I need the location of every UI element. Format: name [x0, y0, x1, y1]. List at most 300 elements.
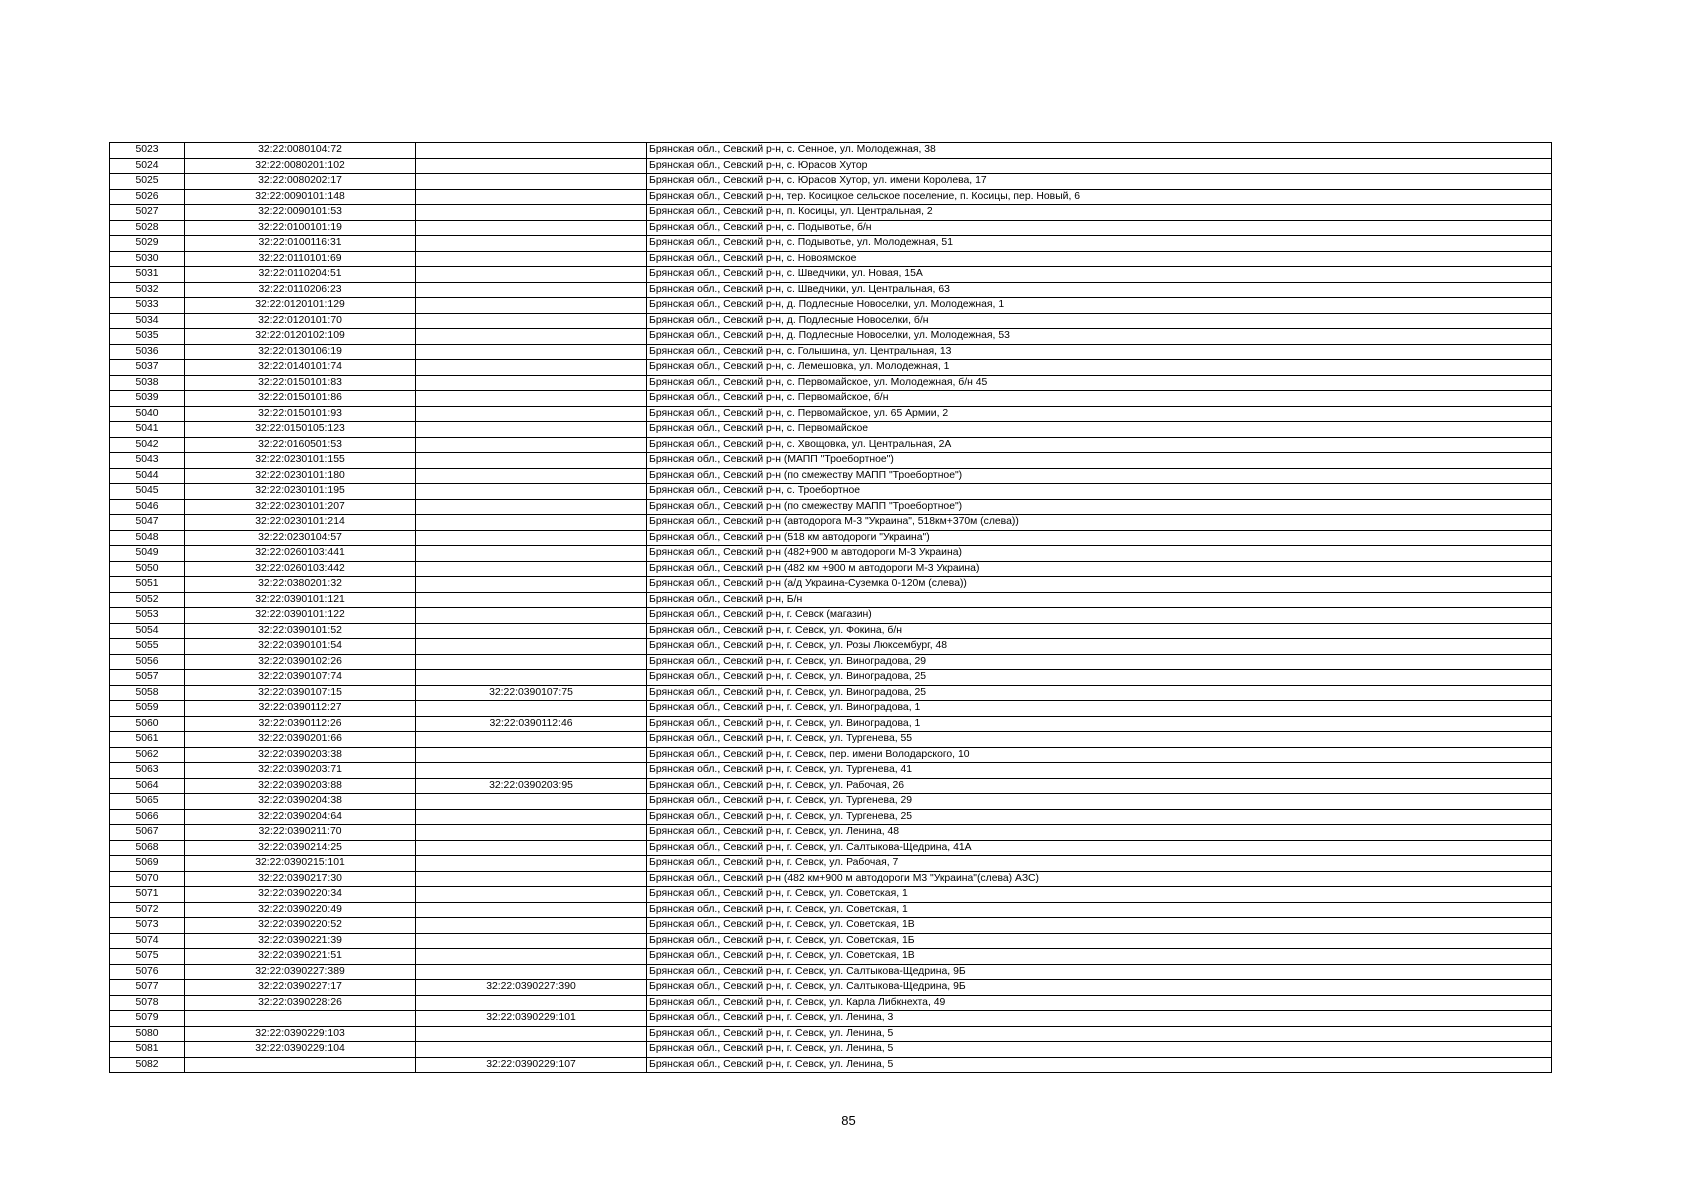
- address-cell: Брянская обл., Севский р-н, с. Шведчики, ул. Новая, 15А: [647, 267, 1552, 283]
- row-number-cell: 5024: [110, 158, 185, 174]
- linked-cadastral-number-cell: [416, 236, 647, 252]
- table-row: [110, 639, 1552, 655]
- linked-cadastral-number-cell: [416, 360, 647, 376]
- table-row: [110, 484, 1552, 500]
- linked-cadastral-number-cell: [416, 406, 647, 422]
- address-cell: Брянская обл., Севский р-н, д. Подлесные Новоселки, ул. Молодежная, 1: [647, 298, 1552, 314]
- row-number-cell: 5058: [110, 685, 185, 701]
- row-number-cell: 5068: [110, 840, 185, 856]
- linked-cadastral-number-cell: [416, 499, 647, 515]
- cadastral-number-cell: 32:22:0390220:52: [185, 918, 416, 934]
- row-number-cell: 5040: [110, 406, 185, 422]
- table-row: [110, 468, 1552, 484]
- row-number-cell: 5082: [110, 1057, 185, 1073]
- linked-cadastral-number-cell: [416, 639, 647, 655]
- cadastral-number-cell: 32:22:0390215:101: [185, 856, 416, 872]
- cadastral-number-cell: 32:22:0390204:38: [185, 794, 416, 810]
- address-cell: Брянская обл., Севский р-н (по смежеству МАПП "Троебортное"): [647, 468, 1552, 484]
- cadastral-number-cell: 32:22:0390221:51: [185, 949, 416, 965]
- linked-cadastral-number-cell: [416, 546, 647, 562]
- cadastral-number-cell: 32:22:0120101:70: [185, 313, 416, 329]
- table-row: [110, 809, 1552, 825]
- table-row: [110, 158, 1552, 174]
- linked-cadastral-number-cell: [416, 515, 647, 531]
- cadastral-number-cell: 32:22:0390204:64: [185, 809, 416, 825]
- cadastral-number-cell: 32:22:0390220:34: [185, 887, 416, 903]
- linked-cadastral-number-cell: [416, 732, 647, 748]
- address-cell: Брянская обл., Севский р-н, г. Севск, ул. Виноградова, 1: [647, 701, 1552, 717]
- table-row: [110, 515, 1552, 531]
- linked-cadastral-number-cell: [416, 205, 647, 221]
- table-row: [110, 778, 1552, 794]
- table-row: [110, 949, 1552, 965]
- row-number-cell: 5075: [110, 949, 185, 965]
- row-number-cell: 5046: [110, 499, 185, 515]
- address-cell: Брянская обл., Севский р-н, г. Севск, ул. Виноградова, 1: [647, 716, 1552, 732]
- address-cell: Брянская обл., Севский р-н, г. Севск, ул. Ленина, 3: [647, 1011, 1552, 1027]
- cadastral-number-cell: 32:22:0390112:26: [185, 716, 416, 732]
- linked-cadastral-number-cell: 32:22:0390203:95: [416, 778, 647, 794]
- address-cell: Брянская обл., Севский р-н, г. Севск, ул. Советская, 1Б: [647, 933, 1552, 949]
- address-cell: Брянская обл., Севский р-н (по смежеству МАПП "Троебортное"): [647, 499, 1552, 515]
- linked-cadastral-number-cell: [416, 267, 647, 283]
- linked-cadastral-number-cell: [416, 794, 647, 810]
- table-row: [110, 143, 1552, 159]
- linked-cadastral-number-cell: [416, 623, 647, 639]
- table-row: [110, 1026, 1552, 1042]
- address-cell: Брянская обл., Севский р-н, г. Севск, ул. Тургенева, 55: [647, 732, 1552, 748]
- address-cell: Брянская обл., Севский р-н, г. Севск, ул. Тургенева, 41: [647, 763, 1552, 779]
- address-cell: Брянская обл., Севский р-н, д. Подлесные Новоселки, ул. Молодежная, 53: [647, 329, 1552, 345]
- cadastral-number-cell: 32:22:0390203:88: [185, 778, 416, 794]
- table-row: [110, 205, 1552, 221]
- row-number-cell: 5062: [110, 747, 185, 763]
- cadastral-number-cell: 32:22:0080202:17: [185, 174, 416, 190]
- linked-cadastral-number-cell: [416, 143, 647, 159]
- cadastral-number-cell: [185, 1057, 416, 1073]
- address-cell: Брянская обл., Севский р-н, г. Севск, ул. Ленина, 48: [647, 825, 1552, 841]
- table-row: [110, 887, 1552, 903]
- row-number-cell: 5029: [110, 236, 185, 252]
- cadastral-number-cell: 32:22:0230101:207: [185, 499, 416, 515]
- address-cell: Брянская обл., Севский р-н, г. Севск, ул. Рабочая, 26: [647, 778, 1552, 794]
- linked-cadastral-number-cell: [416, 1026, 647, 1042]
- linked-cadastral-number-cell: [416, 825, 647, 841]
- address-cell: Брянская обл., Севский р-н, г. Севск (магазин): [647, 608, 1552, 624]
- cadastral-number-cell: 32:22:0390227:17: [185, 980, 416, 996]
- cadastral-number-cell: 32:22:0160501:53: [185, 437, 416, 453]
- table-row: [110, 375, 1552, 391]
- linked-cadastral-number-cell: [416, 577, 647, 593]
- table-row: [110, 856, 1552, 872]
- linked-cadastral-number-cell: [416, 840, 647, 856]
- linked-cadastral-number-cell: [416, 747, 647, 763]
- table-row: [110, 592, 1552, 608]
- table-row: [110, 794, 1552, 810]
- table-row: [110, 344, 1552, 360]
- row-number-cell: 5045: [110, 484, 185, 500]
- linked-cadastral-number-cell: [416, 918, 647, 934]
- linked-cadastral-number-cell: [416, 530, 647, 546]
- row-number-cell: 5031: [110, 267, 185, 283]
- address-cell: Брянская обл., Севский р-н, с. Хвощовка, ул. Центральная, 2А: [647, 437, 1552, 453]
- table-row: [110, 701, 1552, 717]
- row-number-cell: 5057: [110, 670, 185, 686]
- table-row: [110, 546, 1552, 562]
- row-number-cell: 5065: [110, 794, 185, 810]
- address-cell: Брянская обл., Севский р-н, г. Севск, пер. имени Володарского, 10: [647, 747, 1552, 763]
- cadastral-number-cell: 32:22:0230101:180: [185, 468, 416, 484]
- cadastral-number-cell: 32:22:0390221:39: [185, 933, 416, 949]
- address-cell: Брянская обл., Севский р-н (482 км+900 м автодороги М3 "Украина"(слева) АЗС): [647, 871, 1552, 887]
- cadastral-number-cell: 32:22:0390214:25: [185, 840, 416, 856]
- address-cell: Брянская обл., Севский р-н, г. Севск, ул. Советская, 1В: [647, 918, 1552, 934]
- row-number-cell: 5050: [110, 561, 185, 577]
- table-row: [110, 825, 1552, 841]
- cadastral-number-cell: 32:22:0150101:83: [185, 375, 416, 391]
- row-number-cell: 5078: [110, 995, 185, 1011]
- address-cell: Брянская обл., Севский р-н, с. Подывотье, б/н: [647, 220, 1552, 236]
- row-number-cell: 5037: [110, 360, 185, 376]
- table-row: [110, 840, 1552, 856]
- linked-cadastral-number-cell: [416, 189, 647, 205]
- cadastral-number-cell: 32:22:0100116:31: [185, 236, 416, 252]
- table-row: [110, 763, 1552, 779]
- cadastral-number-cell: 32:22:0390201:66: [185, 732, 416, 748]
- row-number-cell: 5038: [110, 375, 185, 391]
- table-row: [110, 933, 1552, 949]
- table-row: [110, 406, 1552, 422]
- linked-cadastral-number-cell: [416, 375, 647, 391]
- cadastral-number-cell: 32:22:0390203:38: [185, 747, 416, 763]
- linked-cadastral-number-cell: [416, 670, 647, 686]
- linked-cadastral-number-cell: [416, 763, 647, 779]
- registry-table: [109, 142, 1552, 1073]
- linked-cadastral-number-cell: [416, 964, 647, 980]
- row-number-cell: 5051: [110, 577, 185, 593]
- cadastral-number-cell: 32:22:0230101:195: [185, 484, 416, 500]
- row-number-cell: 5042: [110, 437, 185, 453]
- cadastral-number-cell: 32:22:0260103:442: [185, 561, 416, 577]
- row-number-cell: 5049: [110, 546, 185, 562]
- cadastral-number-cell: 32:22:0120101:129: [185, 298, 416, 314]
- table-row: [110, 561, 1552, 577]
- row-number-cell: 5053: [110, 608, 185, 624]
- table-row: [110, 918, 1552, 934]
- table-row: [110, 313, 1552, 329]
- table-row: [110, 1042, 1552, 1058]
- linked-cadastral-number-cell: [416, 158, 647, 174]
- linked-cadastral-number-cell: [416, 453, 647, 469]
- address-cell: Брянская обл., Севский р-н, с. Юрасов Хутор, ул. имени Королева, 17: [647, 174, 1552, 190]
- address-cell: Брянская обл., Севский р-н, с. Лемешовка, ул. Молодежная, 1: [647, 360, 1552, 376]
- cadastral-number-cell: 32:22:0390101:121: [185, 592, 416, 608]
- address-cell: Брянская обл., Севский р-н (518 км автодороги "Украина"): [647, 530, 1552, 546]
- table-row: [110, 360, 1552, 376]
- address-cell: Брянская обл., Севский р-н, г. Севск, ул. Ленина, 5: [647, 1026, 1552, 1042]
- table-row: [110, 871, 1552, 887]
- row-number-cell: 5076: [110, 964, 185, 980]
- cadastral-number-cell: 32:22:0110206:23: [185, 282, 416, 298]
- linked-cadastral-number-cell: [416, 933, 647, 949]
- linked-cadastral-number-cell: [416, 995, 647, 1011]
- cadastral-number-cell: 32:22:0110101:69: [185, 251, 416, 267]
- table-row: [110, 902, 1552, 918]
- address-cell: Брянская обл., Севский р-н, с. Первомайское, ул. 65 Армии, 2: [647, 406, 1552, 422]
- page-number: 85: [841, 1113, 856, 1128]
- table-row: [110, 747, 1552, 763]
- linked-cadastral-number-cell: 32:22:0390229:107: [416, 1057, 647, 1073]
- address-cell: Брянская обл., Севский р-н (482+900 м автодороги М-3 Украина): [647, 546, 1552, 562]
- address-cell: Брянская обл., Севский р-н, г. Севск, ул. Фокина, б/н: [647, 623, 1552, 639]
- cadastral-number-cell: 32:22:0150101:93: [185, 406, 416, 422]
- table-row: [110, 608, 1552, 624]
- table-row: [110, 685, 1552, 701]
- table-row: [110, 220, 1552, 236]
- linked-cadastral-number-cell: 32:22:0390229:101: [416, 1011, 647, 1027]
- address-cell: Брянская обл., Севский р-н, г. Севск, ул. Тургенева, 25: [647, 809, 1552, 825]
- row-number-cell: 5030: [110, 251, 185, 267]
- linked-cadastral-number-cell: [416, 344, 647, 360]
- row-number-cell: 5034: [110, 313, 185, 329]
- cadastral-number-cell: 32:22:0120102:109: [185, 329, 416, 345]
- address-cell: Брянская обл., Севский р-н, с. Юрасов Хутор: [647, 158, 1552, 174]
- row-number-cell: 5056: [110, 654, 185, 670]
- linked-cadastral-number-cell: [416, 298, 647, 314]
- row-number-cell: 5023: [110, 143, 185, 159]
- address-cell: Брянская обл., Севский р-н, с. Сенное, ул. Молодежная, 38: [647, 143, 1552, 159]
- linked-cadastral-number-cell: [416, 856, 647, 872]
- cadastral-number-cell: 32:22:0130106:19: [185, 344, 416, 360]
- row-number-cell: 5061: [110, 732, 185, 748]
- cadastral-number-cell: 32:22:0140101:74: [185, 360, 416, 376]
- cadastral-number-cell: 32:22:0390112:27: [185, 701, 416, 717]
- cadastral-number-cell: 32:22:0390217:30: [185, 871, 416, 887]
- linked-cadastral-number-cell: [416, 654, 647, 670]
- row-number-cell: 5044: [110, 468, 185, 484]
- row-number-cell: 5027: [110, 205, 185, 221]
- row-number-cell: 5066: [110, 809, 185, 825]
- row-number-cell: 5028: [110, 220, 185, 236]
- cadastral-number-cell: 32:22:0080104:72: [185, 143, 416, 159]
- address-cell: Брянская обл., Севский р-н, с. Первомайское, ул. Молодежная, б/н 45: [647, 375, 1552, 391]
- table-row: [110, 1057, 1552, 1073]
- linked-cadastral-number-cell: [416, 809, 647, 825]
- table-row: [110, 1011, 1552, 1027]
- address-cell: Брянская обл., Севский р-н, д. Подлесные Новоселки, б/н: [647, 313, 1552, 329]
- row-number-cell: 5071: [110, 887, 185, 903]
- table-row: [110, 251, 1552, 267]
- cadastral-number-cell: 32:22:0390101:54: [185, 639, 416, 655]
- row-number-cell: 5080: [110, 1026, 185, 1042]
- cadastral-number-cell: 32:22:0150105:123: [185, 422, 416, 438]
- linked-cadastral-number-cell: [416, 313, 647, 329]
- row-number-cell: 5048: [110, 530, 185, 546]
- table-row: [110, 499, 1552, 515]
- linked-cadastral-number-cell: 32:22:0390112:46: [416, 716, 647, 732]
- table-row: [110, 716, 1552, 732]
- address-cell: Брянская обл., Севский р-н, с. Троебортное: [647, 484, 1552, 500]
- address-cell: Брянская обл., Севский р-н, г. Севск, ул. Рабочая, 7: [647, 856, 1552, 872]
- row-number-cell: 5047: [110, 515, 185, 531]
- table-row: [110, 654, 1552, 670]
- row-number-cell: 5026: [110, 189, 185, 205]
- row-number-cell: 5069: [110, 856, 185, 872]
- cadastral-number-cell: 32:22:0390102:26: [185, 654, 416, 670]
- table-row: [110, 282, 1552, 298]
- linked-cadastral-number-cell: [416, 949, 647, 965]
- address-cell: Брянская обл., Севский р-н, с. Новоямское: [647, 251, 1552, 267]
- cadastral-number-cell: 32:22:0230101:214: [185, 515, 416, 531]
- table-row: [110, 732, 1552, 748]
- table-row: [110, 189, 1552, 205]
- cadastral-number-cell: 32:22:0390211:70: [185, 825, 416, 841]
- linked-cadastral-number-cell: [416, 468, 647, 484]
- address-cell: Брянская обл., Севский р-н, Б/н: [647, 592, 1552, 608]
- linked-cadastral-number-cell: [416, 701, 647, 717]
- address-cell: Брянская обл., Севский р-н, п. Косицы, ул. Центральная, 2: [647, 205, 1552, 221]
- address-cell: Брянская обл., Севский р-н, г. Севск, ул. Салтыкова-Щедрина, 9Б: [647, 964, 1552, 980]
- row-number-cell: 5081: [110, 1042, 185, 1058]
- linked-cadastral-number-cell: [416, 391, 647, 407]
- address-cell: Брянская обл., Севский р-н, г. Севск, ул. Карла Либкнехта, 49: [647, 995, 1552, 1011]
- address-cell: Брянская обл., Севский р-н, г. Севск, ул. Розы Люксембург, 48: [647, 639, 1552, 655]
- row-number-cell: 5064: [110, 778, 185, 794]
- row-number-cell: 5059: [110, 701, 185, 717]
- address-cell: Брянская обл., Севский р-н, г. Севск, ул. Советская, 1: [647, 902, 1552, 918]
- row-number-cell: 5070: [110, 871, 185, 887]
- cadastral-number-cell: 32:22:0390107:74: [185, 670, 416, 686]
- row-number-cell: 5052: [110, 592, 185, 608]
- table-row: [110, 437, 1552, 453]
- cadastral-number-cell: 32:22:0390203:71: [185, 763, 416, 779]
- cadastral-number-cell: 32:22:0150101:86: [185, 391, 416, 407]
- row-number-cell: 5054: [110, 623, 185, 639]
- row-number-cell: 5055: [110, 639, 185, 655]
- address-cell: Брянская обл., Севский р-н, г. Севск, ул. Ленина, 5: [647, 1042, 1552, 1058]
- address-cell: Брянская обл., Севский р-н (482 км +900 м автодороги М-3 Украина): [647, 561, 1552, 577]
- row-number-cell: 5035: [110, 329, 185, 345]
- address-cell: Брянская обл., Севский р-н, г. Севск, ул. Виноградова, 29: [647, 654, 1552, 670]
- cadastral-number-cell: 32:22:0230101:155: [185, 453, 416, 469]
- row-number-cell: 5072: [110, 902, 185, 918]
- row-number-cell: 5074: [110, 933, 185, 949]
- table-row: [110, 980, 1552, 996]
- cadastral-number-cell: 32:22:0110204:51: [185, 267, 416, 283]
- row-number-cell: 5077: [110, 980, 185, 996]
- linked-cadastral-number-cell: [416, 902, 647, 918]
- address-cell: Брянская обл., Севский р-н, с. Голышина, ул. Центральная, 13: [647, 344, 1552, 360]
- cadastral-number-cell: 32:22:0260103:441: [185, 546, 416, 562]
- row-number-cell: 5039: [110, 391, 185, 407]
- cadastral-number-cell: 32:22:0390229:104: [185, 1042, 416, 1058]
- cadastral-number-cell: 32:22:0100101:19: [185, 220, 416, 236]
- address-cell: Брянская обл., Севский р-н, с. Первомайское: [647, 422, 1552, 438]
- table-row: [110, 530, 1552, 546]
- registry-table-body: [110, 143, 1552, 1073]
- address-cell: Брянская обл., Севский р-н, г. Севск, ул. Виноградова, 25: [647, 670, 1552, 686]
- table-row: [110, 422, 1552, 438]
- linked-cadastral-number-cell: [416, 592, 647, 608]
- address-cell: Брянская обл., Севский р-н, г. Севск, ул. Советская, 1: [647, 887, 1552, 903]
- table-row: [110, 453, 1552, 469]
- cadastral-number-cell: 32:22:0390101:122: [185, 608, 416, 624]
- table-row: [110, 577, 1552, 593]
- table-row: [110, 964, 1552, 980]
- address-cell: Брянская обл., Севский р-н, г. Севск, ул. Салтыкова-Щедрина, 9Б: [647, 980, 1552, 996]
- cadastral-number-cell: 32:22:0390107:15: [185, 685, 416, 701]
- address-cell: Брянская обл., Севский р-н, с. Первомайское, б/н: [647, 391, 1552, 407]
- cadastral-number-cell: 32:22:0080201:102: [185, 158, 416, 174]
- table-row: [110, 329, 1552, 345]
- row-number-cell: 5036: [110, 344, 185, 360]
- table-row: [110, 174, 1552, 190]
- linked-cadastral-number-cell: [416, 887, 647, 903]
- address-cell: Брянская обл., Севский р-н (автодорога М-3 "Украина", 518км+370м (слева)): [647, 515, 1552, 531]
- table-row: [110, 623, 1552, 639]
- address-cell: Брянская обл., Севский р-н (а/д Украина-Суземка 0-120м (слева)): [647, 577, 1552, 593]
- row-number-cell: 5025: [110, 174, 185, 190]
- cadastral-number-cell: 32:22:0390229:103: [185, 1026, 416, 1042]
- linked-cadastral-number-cell: [416, 1042, 647, 1058]
- linked-cadastral-number-cell: [416, 871, 647, 887]
- linked-cadastral-number-cell: [416, 608, 647, 624]
- linked-cadastral-number-cell: [416, 174, 647, 190]
- row-number-cell: 5067: [110, 825, 185, 841]
- row-number-cell: 5043: [110, 453, 185, 469]
- table-row: [110, 670, 1552, 686]
- linked-cadastral-number-cell: [416, 329, 647, 345]
- address-cell: Брянская обл., Севский р-н, с. Шведчики, ул. Центральная, 63: [647, 282, 1552, 298]
- linked-cadastral-number-cell: [416, 437, 647, 453]
- linked-cadastral-number-cell: 32:22:0390227:390: [416, 980, 647, 996]
- table-row: [110, 236, 1552, 252]
- table-row: [110, 267, 1552, 283]
- row-number-cell: 5073: [110, 918, 185, 934]
- cadastral-number-cell: 32:22:0390101:52: [185, 623, 416, 639]
- cadastral-number-cell: 32:22:0090101:53: [185, 205, 416, 221]
- cadastral-number-cell: 32:22:0090101:148: [185, 189, 416, 205]
- table-row: [110, 298, 1552, 314]
- row-number-cell: 5060: [110, 716, 185, 732]
- linked-cadastral-number-cell: [416, 220, 647, 236]
- address-cell: Брянская обл., Севский р-н, г. Севск, ул. Ленина, 5: [647, 1057, 1552, 1073]
- cadastral-number-cell: 32:22:0390220:49: [185, 902, 416, 918]
- address-cell: Брянская обл., Севский р-н, с. Подывотье, ул. Молодежная, 51: [647, 236, 1552, 252]
- table-row: [110, 995, 1552, 1011]
- linked-cadastral-number-cell: [416, 422, 647, 438]
- cadastral-number-cell: 32:22:0380201:32: [185, 577, 416, 593]
- linked-cadastral-number-cell: [416, 282, 647, 298]
- linked-cadastral-number-cell: [416, 251, 647, 267]
- address-cell: Брянская обл., Севский р-н, г. Севск, ул. Советская, 1В: [647, 949, 1552, 965]
- address-cell: Брянская обл., Севский р-н, г. Севск, ул. Салтыкова-Щедрина, 41А: [647, 840, 1552, 856]
- row-number-cell: 5041: [110, 422, 185, 438]
- row-number-cell: 5032: [110, 282, 185, 298]
- address-cell: Брянская обл., Севский р-н, тер. Косицкое сельское поселение, п. Косицы, пер. Новый, 6: [647, 189, 1552, 205]
- row-number-cell: 5079: [110, 1011, 185, 1027]
- cadastral-number-cell: 32:22:0390228:26: [185, 995, 416, 1011]
- cadastral-number-cell: 32:22:0230104:57: [185, 530, 416, 546]
- cadastral-number-cell: 32:22:0390227:389: [185, 964, 416, 980]
- table-row: [110, 391, 1552, 407]
- linked-cadastral-number-cell: [416, 561, 647, 577]
- address-cell: Брянская обл., Севский р-н, г. Севск, ул. Тургенева, 29: [647, 794, 1552, 810]
- linked-cadastral-number-cell: 32:22:0390107:75: [416, 685, 647, 701]
- address-cell: Брянская обл., Севский р-н, г. Севск, ул. Виноградова, 25: [647, 685, 1552, 701]
- cadastral-number-cell: [185, 1011, 416, 1027]
- address-cell: Брянская обл., Севский р-н (МАПП "Троебортное"): [647, 453, 1552, 469]
